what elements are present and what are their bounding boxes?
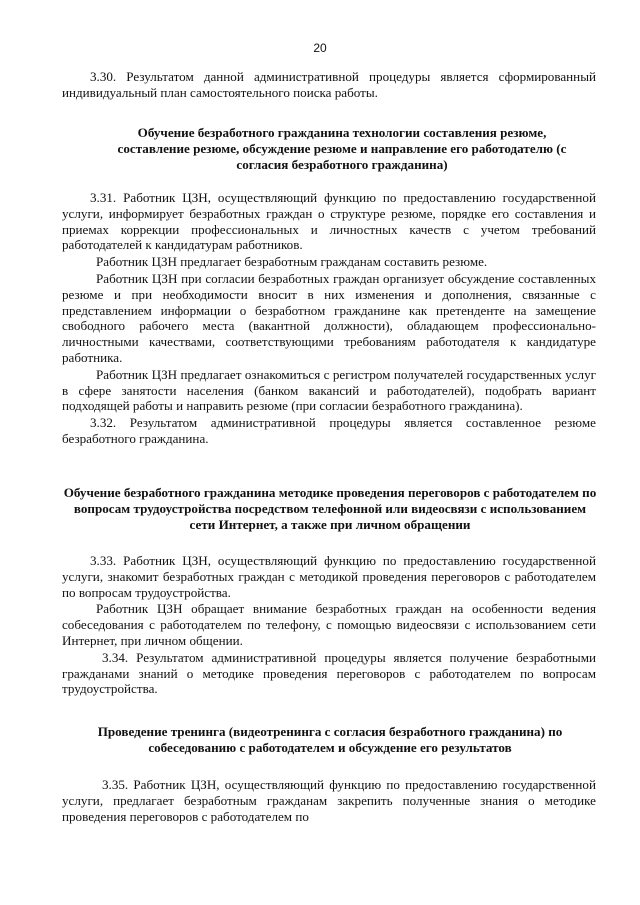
paragraph-3-33-a: 3.33. Работник ЦЗН, осуществляющий функцию по предоставлению государственной услуги, знакомит безработных граждан с методикой проведения переговоров с работодателем по вопросам трудоустройства. bbox=[62, 553, 596, 600]
paragraph-3-33-b: Работник ЦЗН обращает внимание безработных граждан на особенности ведения собеседования с работодателем по телефону, с помощью видеосвязи с использованием сети Интернет, при личном общении. bbox=[62, 601, 596, 648]
section-3-35 bbox=[62, 777, 596, 824]
paragraph-3-30: 3.30. Результатом данной административной процедуры является сформированный индивидуальный план самостоятельного поиска работы. bbox=[62, 69, 596, 100]
section-3-33 bbox=[62, 553, 596, 697]
heading-negotiation-text: Обучение безработного гражданина методике проведения переговоров с работодателем по вопросам трудоустройства посредством телефонной или видеосвязи с использованием сети Интернет, а также при личном обращении bbox=[63, 485, 597, 532]
heading-resume-text: Обучение безработного гражданина технологии составления резюме, составление резюме, обсуждение резюме и направление его работодателю (с согласия безработного гражданина) bbox=[117, 125, 567, 172]
heading-interview-text: Проведение тренинга (видеотренинга с согласия безработного гражданина) по собеседованию с работодателем и обсуждение его результатов bbox=[97, 724, 563, 755]
section-3-31 bbox=[62, 190, 596, 447]
paragraph-3-32: 3.32. Результатом административной процедуры является составленное резюме безработного гражданина. bbox=[62, 415, 596, 446]
section-3-30 bbox=[62, 69, 596, 101]
paragraph-3-34: 3.34. Результатом административной процедуры является получение безработными гражданами знаний о методике проведения переговоров с работодателем по вопросам трудоустройства. bbox=[62, 649, 596, 697]
heading-resume-training bbox=[104, 125, 580, 172]
heading-interview-training bbox=[62, 724, 598, 756]
heading-negotiation-training bbox=[62, 485, 598, 532]
paragraph-3-35: 3.35. Работник ЦЗН, осуществляющий функцию по предоставлению государственной услуги, предлагает безработным гражданам закрепить полученные знания о методике проведения переговоров с работодателем по bbox=[62, 777, 596, 824]
paragraph-3-31-a: 3.31. Работник ЦЗН, осуществляющий функцию по предоставлению государственной услуги, информирует безработных граждан о структуре резюме, порядке его составления и приемах коррекции профессиональных и личностных качеств с учетом требований работодателей к кандидатурам работников. bbox=[62, 190, 596, 253]
paragraph-3-31-c: Работник ЦЗН при согласии безработных граждан организует обсуждение составленных резюме и при необходимости вносит в них изменения и дополнения, связанные с представлением информации о безработном гражданине как претенденте на замещение свободного рабочего места (вакантной должности), обладающем профессионально-личностными качествами, соответствующими требованиям работодателя к кандидатуре работника. bbox=[62, 270, 596, 365]
page-number: 20 bbox=[313, 41, 327, 55]
paragraph-3-31-d: Работник ЦЗН предлагает ознакомиться с регистром получателей государственных услуг в сфере занятости населения (банком вакансий и работодателей), подобрать вариант подходящей работы и направить резюме (при согласии безработного гражданина). bbox=[62, 366, 596, 414]
paragraph-3-31-b: Работник ЦЗН предлагает безработным гражданам составить резюме. bbox=[96, 254, 488, 270]
